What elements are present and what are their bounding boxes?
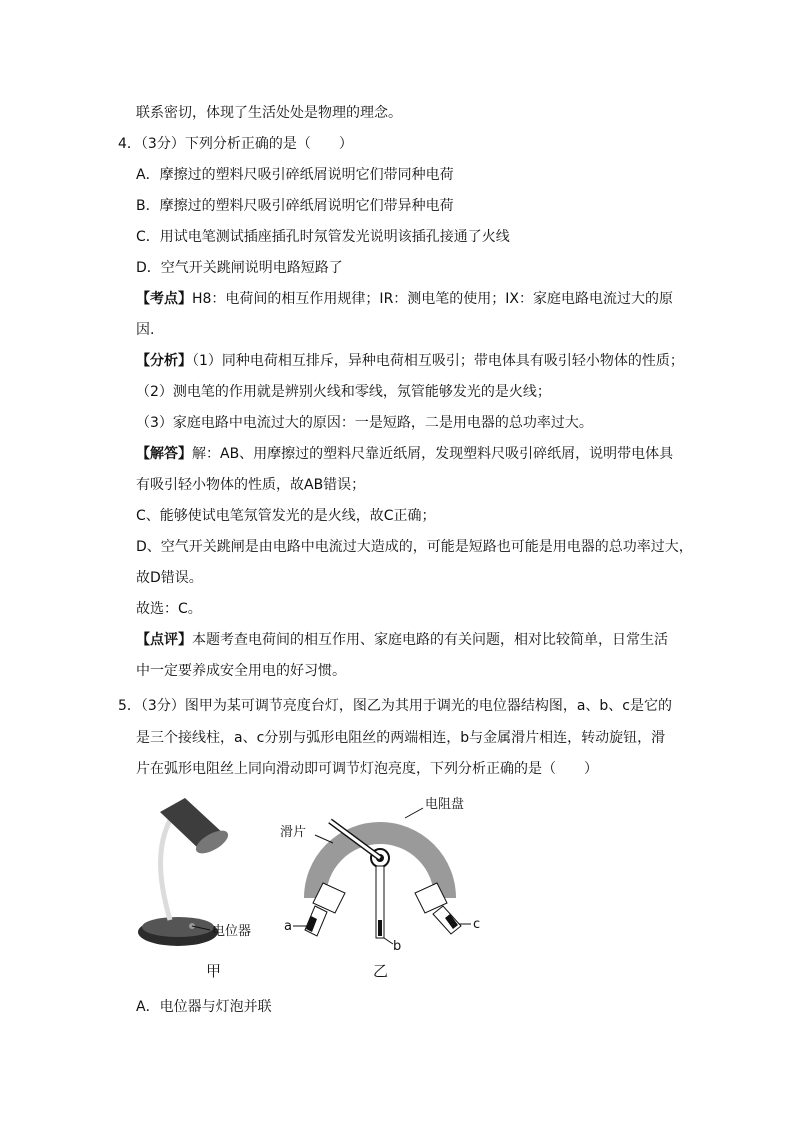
question-4-stem: 4．（3分）下列分析正确的是（ ） — [118, 136, 353, 152]
option-b: B．摩擦过的塑料尺吸引碎纸屑说明它们带异种电荷 — [136, 198, 454, 214]
dianping-tag: 【点评】 — [136, 632, 192, 648]
fenxi-line: 【分析】（1）同种电荷相互排斥，异种电荷相互吸引；带电体具有吸引轻小物体的性质； — [136, 353, 684, 369]
text-line: 联系密切，体现了生活处处是物理的理念。 — [136, 105, 402, 121]
text-line: C、能够使试电笔氖管发光的是火线，故C正确； — [136, 508, 436, 524]
caption-jia: 甲 — [206, 962, 222, 980]
text-line: 故D错误。 — [136, 570, 203, 586]
option-c: C．用试电笔测试插座插孔时氖管发光说明该插孔接通了火线 — [136, 229, 510, 245]
terminal-a-label: a — [284, 919, 292, 934]
slider-label: 滑片 — [280, 825, 307, 840]
terminal-c-label: c — [473, 917, 481, 932]
text-line: （2）测电笔的作用就是辨别火线和零线，氖管能够发光的是火线； — [136, 384, 551, 400]
jieda-tag: 【解答】 — [136, 446, 192, 462]
text-line: （3）家庭电路中电流过大的原因：一是短路，二是用电器的总功率过大。 — [136, 415, 593, 431]
jieda-line: 【解答】解：AB、用摩擦过的塑料尺靠近纸屑，发现塑料尺吸引碎纸屑，说明带电体具 — [136, 446, 674, 462]
answer-line: 故选：C。 — [136, 601, 202, 617]
text-line: 中一定要养成安全用电的好习惯。 — [136, 663, 346, 679]
text-line: 是三个接线柱，a、c分别与弧形电阻丝的两端相连，b与金属滑片相连，转动旋钮，滑 — [136, 730, 666, 746]
terminal-b-label: b — [393, 939, 402, 954]
lamp-base-top — [142, 917, 214, 937]
lamp-figure — [130, 790, 275, 955]
lamp-potentiometer-label: 电位器 — [212, 924, 252, 939]
caption-yi: 乙 — [373, 962, 389, 980]
dianping-line: 【点评】本题考查电荷间的相互作用、家庭电路的有关问题，相对比较简单，日常生活 — [136, 632, 668, 648]
lamp-neck — [161, 820, 170, 920]
text-line: 有吸引轻小物体的性质，故AB错误； — [136, 477, 366, 493]
question-5-stem: 5．（3分）图甲为某可调节亮度台灯，图乙为其用于调光的电位器结构图，a、b、c是它的 — [118, 698, 672, 714]
potentiometer-figure — [275, 788, 490, 958]
disk-label: 电阻盘 — [425, 797, 465, 812]
option-d: D．空气开关跳闸说明电路短路了 — [136, 260, 343, 276]
fenxi-tag: 【分析】 — [136, 353, 192, 369]
text-line: 片在弧形电阻丝上同向滑动即可调节灯泡亮度，下列分析正确的是（ ） — [136, 761, 598, 777]
option-a: A．摩擦过的塑料尺吸引碎纸屑说明它们带同种电荷 — [136, 167, 454, 183]
kaodian-line: 【考点】H8：电荷间的相互作用规律；IR：测电笔的使用；IX：家庭电路电流过大的原 — [136, 291, 674, 307]
text-line: D、空气开关跳闸是由电路中电流过大造成的，可能是短路也可能是用电器的总功率过大， — [136, 539, 693, 555]
question-5-option-a: A．电位器与灯泡并联 — [136, 999, 272, 1015]
text-line: 因. — [136, 322, 155, 338]
kaodian-tag: 【考点】 — [136, 291, 192, 307]
